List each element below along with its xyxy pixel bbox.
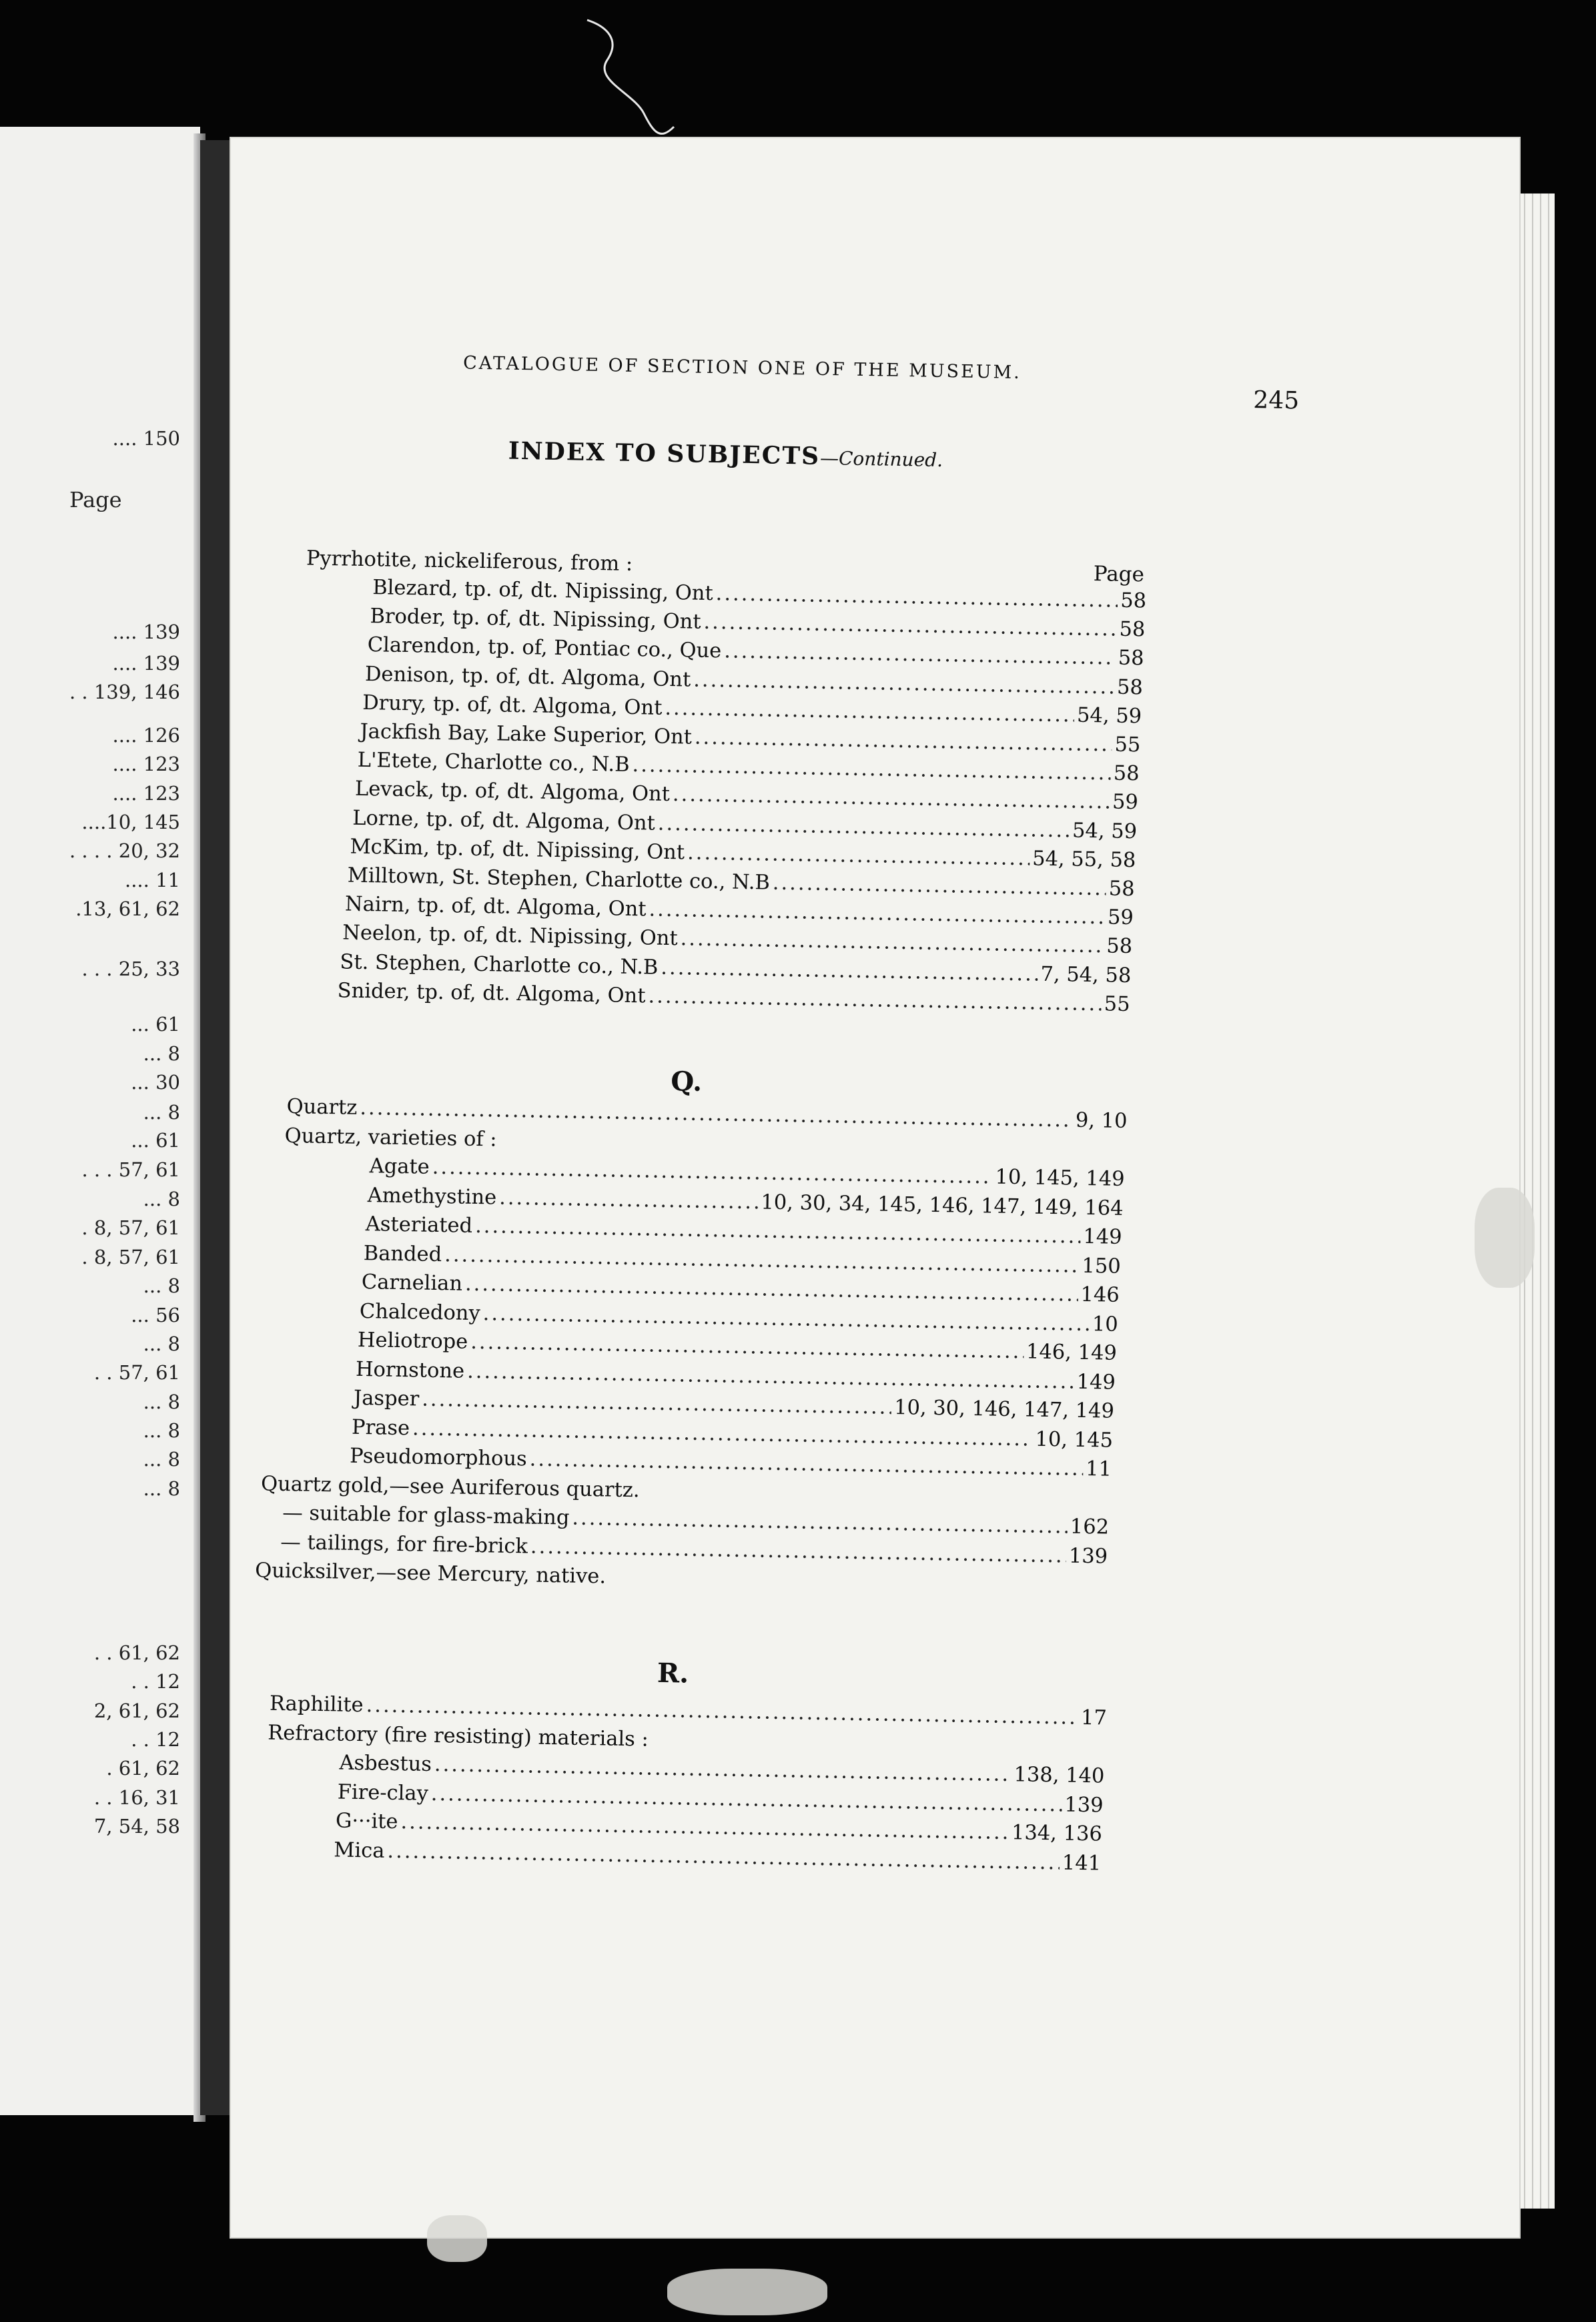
- facing-page-row: ... 8: [143, 1042, 180, 1065]
- section_q-entry-label: Pseudomorphous: [349, 1444, 528, 1471]
- section_q-entry: [261, 1471, 640, 1504]
- facing-page-row: . . 57, 61: [93, 1361, 180, 1384]
- pyrrhotite-entry-label: Denison, tp. of, dt. Algoma, Ont: [364, 662, 691, 692]
- section_r-entry: [268, 1719, 649, 1753]
- section_q-entry-label: Asteriated: [365, 1212, 473, 1238]
- pyrrhotite-entry-pages: 59: [1107, 905, 1134, 930]
- facing-page-row: . . 12: [131, 1670, 180, 1693]
- pyrrhotite-entry-label: Levack, tp. of, dt. Algoma, Ont: [354, 777, 671, 807]
- dot-leader: [695, 725, 1112, 759]
- pyrrhotite-entry-label: Jackfish Bay, Lake Superior, Ont: [360, 719, 693, 749]
- facing-page-row: .... 11: [125, 869, 180, 891]
- section_q-entry-label: Carnelian: [361, 1270, 463, 1296]
- section_q-entry-label: Chalcedony: [359, 1299, 481, 1325]
- index-title: [508, 437, 943, 472]
- facing-page-row: ... 8: [143, 1332, 180, 1355]
- section_q-entry-label: Amethystine: [367, 1183, 497, 1210]
- section_r-entry-label: Asbestus: [339, 1751, 432, 1776]
- section-letter-r: R.: [657, 1657, 689, 1689]
- section_q-entry-label: Heliotrope: [357, 1328, 468, 1354]
- dot-leader: [687, 839, 1030, 872]
- pyrrhotite-entry-label: Blezard, tp. of, dt. Nipissing, Ont: [372, 576, 714, 606]
- facing-page-row: ... 8: [143, 1391, 180, 1413]
- section_q-entry-pages: 11: [1085, 1457, 1112, 1481]
- loose-thread: [580, 13, 701, 147]
- page-number: 245: [1253, 386, 1300, 415]
- facing-page-row: 7, 54, 58: [93, 1815, 180, 1838]
- facing-page-row: . . 139, 146: [69, 681, 180, 703]
- section_q-entry-pages: 150: [1082, 1254, 1121, 1278]
- facing-page-row: . . 16, 31: [93, 1786, 180, 1809]
- facing-page-row: . . . 25, 33: [81, 957, 180, 980]
- facing-page-row: . . . 57, 61: [81, 1158, 180, 1181]
- section_q-entry-label: Quicksilver,—see Mercury, native.: [255, 1559, 607, 1589]
- section_r-entry-label: Fire-clay: [337, 1780, 429, 1806]
- section_q-entry-pages: 149: [1076, 1370, 1116, 1395]
- section_q-entry-label: Jasper: [353, 1386, 420, 1411]
- facing-page-row: ... 30: [131, 1071, 180, 1094]
- section_q-entry-label: — tailings, for fire-brick: [280, 1530, 528, 1558]
- section_q-entry: [284, 1122, 497, 1153]
- section_q-entry-pages: 10, 145: [1035, 1427, 1114, 1453]
- dot-leader: [693, 667, 1114, 701]
- facing-page-row: . . 12: [131, 1728, 180, 1751]
- pyrrhotite-entry-label: Nairn, tp. of, dt. Algoma, Ont: [344, 892, 647, 921]
- facing-page-row: ... 8: [143, 1274, 180, 1297]
- facing-page-row: .... 123: [112, 753, 180, 775]
- section_r-entry-pages: 139: [1064, 1793, 1104, 1818]
- pyrrhotite-entry-pages: 55: [1114, 733, 1141, 757]
- facing-page-row: ... 61: [131, 1013, 180, 1036]
- facing-page: [0, 127, 200, 2115]
- paper-damage-bottom-2: [667, 2269, 827, 2315]
- section_r-entry-label: Refractory (fire resisting) materials :: [267, 1721, 649, 1752]
- pyrrhotite-heading: Pyrrhotite, nickeliferous, from :: [306, 546, 633, 576]
- section_q-entry-label: Prase: [351, 1415, 410, 1440]
- section_q-entry-pages: 149: [1083, 1224, 1122, 1249]
- facing-page-row: ... 56: [131, 1304, 180, 1326]
- pyrrhotite-entry-pages: 54, 59: [1076, 703, 1142, 729]
- section_q-entry-pages: 139: [1068, 1544, 1108, 1569]
- pyrrhotite-entry-label: Clarendon, tp. of, Pontiac co., Que: [367, 633, 722, 663]
- facing-page-row: .... 150: [112, 427, 180, 450]
- dot-leader: [724, 639, 1116, 672]
- facing-page-row: . . . . 20, 32: [69, 839, 180, 862]
- index-title-continued: —Continued.: [819, 446, 943, 472]
- pyrrhotite-entry-label: Lorne, tp. of, dt. Algoma, Ont: [352, 806, 656, 835]
- pyrrhotite-entry-pages: 58: [1113, 761, 1140, 786]
- section_r-entry-label: G···ite: [335, 1809, 398, 1834]
- pyrrhotite-entry-label: Milltown, St. Stephen, Charlotte co., N.B: [347, 863, 771, 895]
- pyrrhotite-entry-label: Broder, tp. of, dt. Nipissing, Ont: [370, 605, 701, 634]
- index-title-text: INDEX TO SUBJECTS: [508, 436, 821, 470]
- facing-page-row: ... 8: [143, 1448, 180, 1471]
- dot-leader: [703, 609, 1117, 643]
- facing-page-row: ... 8: [143, 1477, 180, 1500]
- facing-page-row: .13, 61, 62: [75, 897, 180, 920]
- section_q-entry-label: Agate: [369, 1154, 430, 1179]
- pyrrhotite-entry-pages: 58: [1119, 617, 1146, 642]
- page-content: [210, 125, 1538, 2249]
- section_q-entry-pages: 10, 30, 146, 147, 149: [893, 1395, 1115, 1423]
- facing-page-row: ... 8: [143, 1188, 180, 1210]
- dot-leader: [772, 870, 1106, 903]
- section_r-entry-pages: 138, 140: [1014, 1763, 1105, 1788]
- facing-page-row: . 61, 62: [106, 1757, 180, 1780]
- section_q-entry-label: Quartz gold,—see Auriferous quartz.: [260, 1471, 640, 1502]
- pyrrhotite-entry-label: St. Stephen, Charlotte co., N.B: [340, 949, 659, 980]
- section_q-entry-pages: 162: [1070, 1515, 1110, 1539]
- dot-leader: [657, 810, 1070, 844]
- facing-page-row: .... 126: [112, 724, 180, 747]
- facing-page-row: . 8, 57, 61: [81, 1216, 180, 1239]
- facing-page-row: . 8, 57, 61: [81, 1246, 180, 1268]
- facing-page-row: ... 61: [131, 1129, 180, 1152]
- section_q-entry-pages: 9, 10: [1075, 1108, 1128, 1134]
- section_q-entry-pages: 146, 149: [1026, 1340, 1118, 1365]
- pyrrhotite-entry-pages: 55: [1104, 992, 1130, 1016]
- section_r-entry-pages: 17: [1080, 1705, 1108, 1730]
- section_q-entry-pages: 10, 30, 34, 145, 146, 147, 149, 164: [761, 1190, 1124, 1220]
- pyrrhotite-entry-pages: 54, 55, 58: [1032, 847, 1136, 872]
- section_q-entry-label: Banded: [363, 1241, 442, 1266]
- pyrrhotite-entry-label: Drury, tp. of, dt. Algoma, Ont: [362, 691, 663, 720]
- facing-page-row: .... 123: [112, 782, 180, 805]
- facing-page-row: .... 139: [112, 652, 180, 675]
- section_q-entry-pages: 10: [1092, 1312, 1119, 1336]
- section_q-entry-pages: 10, 145, 149: [995, 1165, 1125, 1191]
- pyrrhotite-entry-pages: 58: [1116, 675, 1144, 699]
- section_r-entry-label: Raphilite: [269, 1691, 364, 1717]
- pyrrhotite-entry-pages: 58: [1120, 589, 1147, 613]
- section_r-entry-label: Mica: [333, 1838, 385, 1863]
- pyrrhotite-entry-pages: 58: [1118, 647, 1144, 671]
- paper-damage-bottom: [427, 2215, 487, 2262]
- section_q-entry-label: Quartz: [286, 1095, 358, 1120]
- dot-leader: [673, 781, 1110, 815]
- facing-page-row: ... 8: [143, 1419, 180, 1442]
- section_r-entry-pages: 141: [1062, 1850, 1102, 1876]
- pyrrhotite-entry-label: Snider, tp. of, dt. Algoma, Ont: [337, 979, 646, 1008]
- section-letter-q: Q.: [671, 1066, 703, 1098]
- dot-leader: [665, 695, 1074, 729]
- pyrrhotite-entry-label: L'Etete, Charlotte co., N.B: [357, 748, 630, 777]
- pyrrhotite-entry-label: Neelon, tp. of, dt. Nipissing, Ont: [342, 921, 678, 951]
- pyrrhotite-entry-pages: 58: [1106, 934, 1133, 959]
- section_q-entry-pages: 146: [1080, 1282, 1120, 1307]
- facing-page-row: .... 139: [112, 621, 180, 643]
- dot-leader: [661, 954, 1038, 988]
- dot-leader: [499, 1184, 759, 1216]
- dot-leader: [648, 983, 1102, 1018]
- section_q-entry: [255, 1557, 606, 1590]
- dot-leader: [715, 580, 1118, 615]
- facing-page-row: 2, 61, 62: [93, 1699, 180, 1722]
- facing-page-column-head: Page: [69, 487, 122, 512]
- section_q-entry-label: Quartz, varieties of :: [284, 1124, 497, 1152]
- running-head: CATALOGUE OF SECTION ONE OF THE MUSEUM.: [462, 352, 1022, 384]
- section_r-entry-pages: 134, 136: [1011, 1821, 1103, 1846]
- pyrrhotite-entry-pages: 7, 54, 58: [1040, 962, 1132, 988]
- facing-page-row: ....10, 145: [81, 811, 180, 833]
- pyrrhotite-entry-pages: 59: [1112, 790, 1139, 815]
- section_q-entry-label: Hornstone: [355, 1357, 465, 1383]
- facing-page-row: . . 61, 62: [93, 1641, 180, 1664]
- dot-leader: [680, 926, 1104, 960]
- paper-damage: [1475, 1188, 1535, 1288]
- pyrrhotite-entry-label: McKim, tp. of, dt. Nipissing, Ont: [350, 835, 685, 865]
- page-column-head: Page: [1093, 562, 1145, 587]
- facing-page-row: ... 8: [143, 1101, 180, 1124]
- pyrrhotite-entry-pages: 58: [1108, 877, 1135, 901]
- index-page: [230, 137, 1521, 2239]
- section_q-entry-label: — suitable for glass-making: [282, 1501, 570, 1530]
- pyrrhotite-entry-pages: 54, 59: [1072, 819, 1138, 843]
